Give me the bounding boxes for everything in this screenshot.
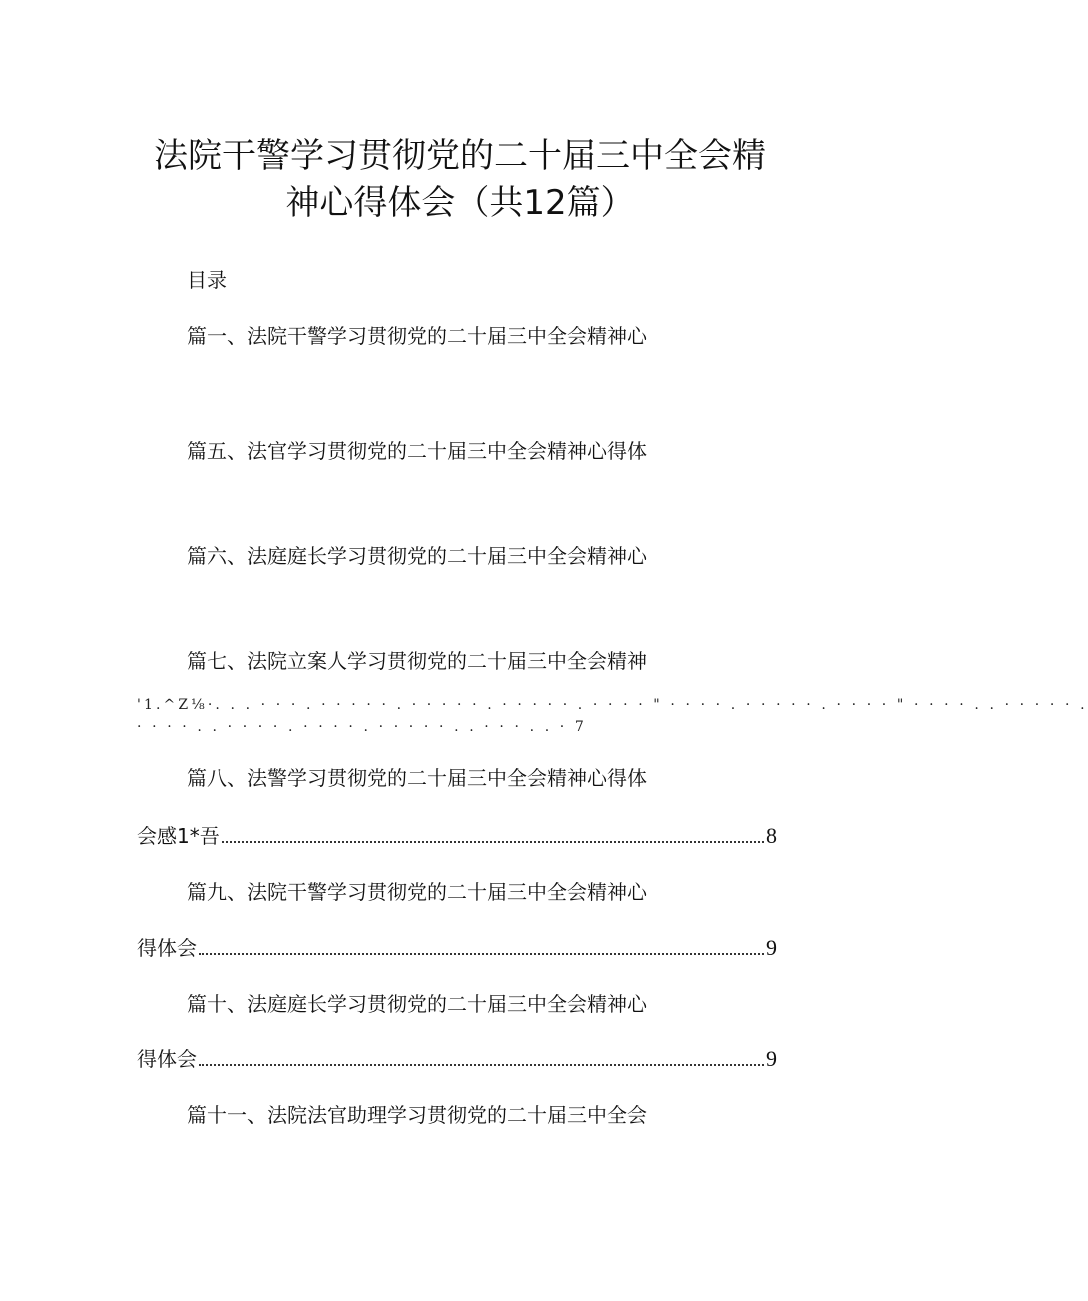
toc-entry-8-cont-text: 会感1*吾 <box>137 824 220 848</box>
toc-entry-11[interactable]: 篇十一、法院法官助理学习贯彻党的二十届三中全会 <box>187 1103 647 1127</box>
toc-entry-10-continuation[interactable] <box>137 1047 777 1071</box>
document-title-line-2: 神心得体会（共12篇） <box>285 183 635 223</box>
dot-leader <box>199 1064 764 1066</box>
toc-entry-10-cont-text: 得体会 <box>137 1047 197 1071</box>
toc-entry-10[interactable]: 篇十、法庭庭长学习贯彻党的二十届三中全会精神心 <box>187 992 647 1016</box>
toc-heading: 目录 <box>187 268 227 292</box>
toc-entry-7-garbled-line-2: · · · · . . · · · · . · · · · . · · · · · . . · · · . . · 7 <box>137 719 587 735</box>
toc-entry-8-continuation[interactable] <box>137 824 777 848</box>
toc-entry-5[interactable]: 篇五、法官学习贯彻党的二十届三中全会精神心得体 <box>187 439 647 463</box>
toc-entry-9[interactable]: 篇九、法院干警学习贯彻党的二十届三中全会精神心 <box>187 880 647 904</box>
dot-leader <box>222 841 764 843</box>
toc-entry-8-page-number: 8 <box>766 823 777 848</box>
document-title-line-1: 法院干警学习贯彻党的二十届三中全会精 <box>154 136 766 176</box>
toc-entry-7-garbled-line-1: '1.^Z⅛·. . . · · · . · · · · · . · · · · · . · · · · · . · · · · " · · · · . · · · · · . · · · · " · · · · . . · · · · · . <box>137 697 1088 713</box>
toc-entry-9-continuation[interactable] <box>137 936 777 960</box>
toc-entry-9-cont-text: 得体会 <box>137 936 197 960</box>
toc-entry-9-page-number: 9 <box>766 935 777 960</box>
dot-leader <box>199 953 764 955</box>
toc-entry-6[interactable]: 篇六、法庭庭长学习贯彻党的二十届三中全会精神心 <box>187 544 647 568</box>
toc-entry-1[interactable]: 篇一、法院干警学习贯彻党的二十届三中全会精神心 <box>187 324 647 348</box>
toc-entry-10-page-number: 9 <box>766 1046 777 1071</box>
toc-entry-7[interactable]: 篇七、法院立案人学习贯彻党的二十届三中全会精神 <box>187 649 647 673</box>
toc-entry-8[interactable]: 篇八、法警学习贯彻党的二十届三中全会精神心得体 <box>187 766 647 790</box>
